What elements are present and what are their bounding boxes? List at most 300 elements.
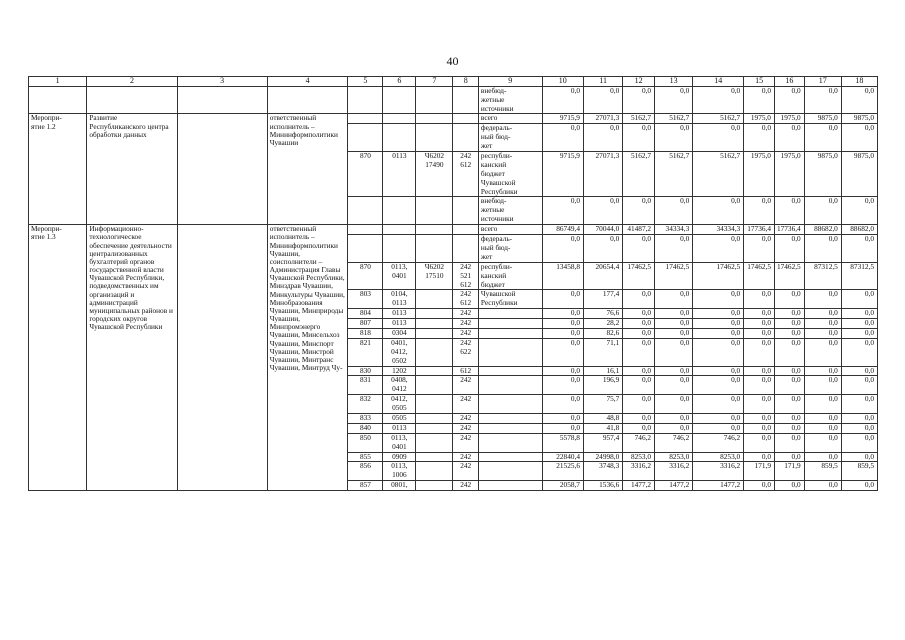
amount-cell: 0,0 xyxy=(841,452,877,462)
amount-cell: 0,0 xyxy=(623,423,655,433)
amount-cell: 0,0 xyxy=(774,481,804,491)
amount-cell: 0,0 xyxy=(841,481,877,491)
grbs-cell: 840 xyxy=(348,423,383,433)
amount-cell: 24998,0 xyxy=(583,452,622,462)
amount-cell: 746,2 xyxy=(693,433,744,452)
section-cell: 0909 xyxy=(383,452,416,462)
target-article-cell xyxy=(416,225,453,235)
amount-cell: 0,0 xyxy=(542,290,583,309)
amount-cell: 171,9 xyxy=(774,462,804,481)
funding-source-cell: внебюд- жетные источники xyxy=(478,86,542,114)
funding-source-cell: Чувашской Республики xyxy=(478,290,542,309)
amount-cell: 0,0 xyxy=(693,86,744,114)
executor-cell: ответственный исполнитель – Мининформполитики Чувашии xyxy=(267,114,348,225)
amount-cell: 0,0 xyxy=(583,235,622,263)
amount-cell: 17462,5 xyxy=(774,262,804,290)
amount-cell: 0,0 xyxy=(542,197,583,225)
amount-cell: 0,0 xyxy=(655,376,693,395)
amount-cell: 1975,0 xyxy=(774,152,804,197)
column-header: 11 xyxy=(583,77,622,87)
amount-cell: 16,1 xyxy=(583,366,622,376)
expense-type-cell: 242 521 612 xyxy=(453,262,478,290)
amount-cell: 0,0 xyxy=(693,319,744,329)
expense-type-cell: 242 xyxy=(453,395,478,414)
amount-cell: 17462,5 xyxy=(693,262,744,290)
amount-cell: 0,0 xyxy=(744,309,775,319)
amount-cell: 0,0 xyxy=(744,235,775,263)
amount-cell: 0,0 xyxy=(841,235,877,263)
table-row xyxy=(29,225,878,235)
amount-cell: 0,0 xyxy=(774,235,804,263)
amount-cell: 75,7 xyxy=(583,395,622,414)
target-article-cell xyxy=(416,124,453,152)
amount-cell: 0,0 xyxy=(804,328,841,338)
amount-cell: 0,0 xyxy=(623,413,655,423)
column-header: 7 xyxy=(416,77,453,87)
target-article-cell xyxy=(416,338,453,366)
amount-cell: 5162,7 xyxy=(693,152,744,197)
amount-cell: 41,8 xyxy=(583,423,622,433)
amount-cell: 0,0 xyxy=(841,423,877,433)
amount-cell: 0,0 xyxy=(804,197,841,225)
name-cell xyxy=(87,86,177,114)
amount-cell: 0,0 xyxy=(841,433,877,452)
amount-cell: 0,0 xyxy=(542,328,583,338)
grbs-cell xyxy=(348,235,383,263)
amount-cell: 0,0 xyxy=(655,86,693,114)
amount-cell: 0,0 xyxy=(542,338,583,366)
target-article-cell xyxy=(416,319,453,329)
expense-type-cell: 242 xyxy=(453,309,478,319)
funding-source-cell xyxy=(478,423,542,433)
expense-type-cell xyxy=(453,124,478,152)
column-header: 17 xyxy=(804,77,841,87)
amount-cell: 0,0 xyxy=(774,395,804,414)
amount-cell: 0,0 xyxy=(744,423,775,433)
section-cell: 0113 xyxy=(383,309,416,319)
target-article-cell xyxy=(416,366,453,376)
amount-cell: 9875,0 xyxy=(841,114,877,124)
amount-cell: 0,0 xyxy=(774,433,804,452)
amount-cell: 3316,2 xyxy=(693,462,744,481)
column-header: 4 xyxy=(267,77,348,87)
section-cell: 0408, 0412 xyxy=(383,376,416,395)
amount-cell: 0,0 xyxy=(744,86,775,114)
amount-cell: 0,0 xyxy=(623,319,655,329)
amount-cell: 1477,2 xyxy=(693,481,744,491)
amount-cell: 27071,3 xyxy=(583,114,622,124)
amount-cell: 0,0 xyxy=(655,366,693,376)
amount-cell: 0,0 xyxy=(623,338,655,366)
grbs-cell: 833 xyxy=(348,413,383,423)
amount-cell: 0,0 xyxy=(542,395,583,414)
target-article-cell xyxy=(416,235,453,263)
amount-cell: 0,0 xyxy=(841,395,877,414)
amount-cell: 28,2 xyxy=(583,319,622,329)
event-cell xyxy=(29,86,87,114)
amount-cell: 5162,7 xyxy=(655,114,693,124)
amount-cell: 0,0 xyxy=(623,328,655,338)
amount-cell: 0,0 xyxy=(542,366,583,376)
column-header: 18 xyxy=(841,77,877,87)
amount-cell: 9715,9 xyxy=(542,152,583,197)
funding-source-cell: всего xyxy=(478,114,542,124)
amount-cell: 957,4 xyxy=(583,433,622,452)
amount-cell: 0,0 xyxy=(623,235,655,263)
column-header: 5 xyxy=(348,77,383,87)
amount-cell: 0,0 xyxy=(693,290,744,309)
amount-cell: 859,5 xyxy=(804,462,841,481)
amount-cell: 0,0 xyxy=(841,197,877,225)
funding-source-cell xyxy=(478,433,542,452)
expense-type-cell: 242 622 xyxy=(453,338,478,366)
column-header: 13 xyxy=(655,77,693,87)
amount-cell: 88682,0 xyxy=(804,225,841,235)
amount-cell: 0,0 xyxy=(774,290,804,309)
amount-cell: 859,5 xyxy=(841,462,877,481)
grbs-cell: 831 xyxy=(348,376,383,395)
section-cell xyxy=(383,197,416,225)
amount-cell: 0,0 xyxy=(744,319,775,329)
table-row xyxy=(29,114,878,124)
amount-cell: 17462,5 xyxy=(623,262,655,290)
grbs-cell: 807 xyxy=(348,319,383,329)
section-cell: 0113 xyxy=(383,423,416,433)
amount-cell: 34334,3 xyxy=(655,225,693,235)
section-cell: 0401, 0412, 0502 xyxy=(383,338,416,366)
section-cell: 0113, 1006 xyxy=(383,462,416,481)
amount-cell: 0,0 xyxy=(693,423,744,433)
target-article-cell xyxy=(416,309,453,319)
grbs-cell: 821 xyxy=(348,338,383,366)
target-article-cell xyxy=(416,197,453,225)
amount-cell: 21525,6 xyxy=(542,462,583,481)
expense-type-cell: 242 xyxy=(453,481,478,491)
funding-source-cell xyxy=(478,319,542,329)
amount-cell: 0,0 xyxy=(744,433,775,452)
amount-cell: 0,0 xyxy=(655,197,693,225)
column-header: 3 xyxy=(177,77,267,87)
target-article-cell xyxy=(416,433,453,452)
amount-cell: 70044,0 xyxy=(583,225,622,235)
amount-cell: 0,0 xyxy=(693,124,744,152)
funding-source-cell: внебюд- жетные источники xyxy=(478,197,542,225)
section-cell xyxy=(383,225,416,235)
amount-cell: 0,0 xyxy=(744,290,775,309)
funding-source-cell: республи- канский бюджет xyxy=(478,262,542,290)
amount-cell: 0,0 xyxy=(774,86,804,114)
expense-type-cell: 242 xyxy=(453,376,478,395)
amount-cell: 88682,0 xyxy=(841,225,877,235)
amount-cell: 0,0 xyxy=(841,366,877,376)
table-row xyxy=(29,86,878,114)
amount-cell: 0,0 xyxy=(774,124,804,152)
expense-type-cell: 612 xyxy=(453,366,478,376)
expense-type-cell xyxy=(453,86,478,114)
target-article-cell xyxy=(416,395,453,414)
amount-cell: 0,0 xyxy=(804,366,841,376)
amount-cell: 86749,4 xyxy=(542,225,583,235)
amount-cell: 17462,5 xyxy=(655,262,693,290)
amount-cell: 1477,2 xyxy=(623,481,655,491)
funding-source-cell xyxy=(478,328,542,338)
amount-cell: 0,0 xyxy=(744,452,775,462)
amount-cell: 0,0 xyxy=(655,413,693,423)
amount-cell: 17736,4 xyxy=(744,225,775,235)
expense-type-cell: 242 612 xyxy=(453,152,478,197)
target-article-cell xyxy=(416,328,453,338)
section-cell: 0412, 0505 xyxy=(383,395,416,414)
amount-cell: 0,0 xyxy=(774,309,804,319)
amount-cell: 0,0 xyxy=(542,124,583,152)
amount-cell: 0,0 xyxy=(744,366,775,376)
section-cell: 0104, 0113 xyxy=(383,290,416,309)
funding-source-cell: всего xyxy=(478,225,542,235)
name-cell: Информационно-технологическое обеспечение деятельности централизованных бухгалтерий органов государственной власти Чувашской Республики, подведомственных им организаций и администраций муниципальных районов и городских округов Чувашской Республики xyxy=(87,225,177,491)
amount-cell: 9875,0 xyxy=(804,152,841,197)
amount-cell: 196,9 xyxy=(583,376,622,395)
amount-cell: 0,0 xyxy=(804,395,841,414)
amount-cell: 0,0 xyxy=(804,413,841,423)
column-header: 8 xyxy=(453,77,478,87)
amount-cell: 0,0 xyxy=(623,86,655,114)
funding-source-cell xyxy=(478,481,542,491)
amount-cell: 0,0 xyxy=(744,338,775,366)
column-header: 1 xyxy=(29,77,87,87)
amount-cell: 0,0 xyxy=(693,366,744,376)
grbs-cell: 855 xyxy=(348,452,383,462)
amount-cell: 0,0 xyxy=(623,197,655,225)
name-cell: Развитие Республиканского центра обработки данных xyxy=(87,114,177,225)
amount-cell: 0,0 xyxy=(841,328,877,338)
section-cell: 0113 xyxy=(383,152,416,197)
amount-cell: 87312,5 xyxy=(841,262,877,290)
amount-cell: 0,0 xyxy=(542,319,583,329)
target-article-cell xyxy=(416,462,453,481)
target-article-cell xyxy=(416,452,453,462)
amount-cell: 0,0 xyxy=(774,197,804,225)
grbs-cell xyxy=(348,225,383,235)
expense-type-cell xyxy=(453,235,478,263)
expense-type-cell: 242 xyxy=(453,433,478,452)
amount-cell: 9875,0 xyxy=(804,114,841,124)
section-cell: 1202 xyxy=(383,366,416,376)
grbs-cell: 870 xyxy=(348,152,383,197)
amount-cell: 0,0 xyxy=(583,86,622,114)
amount-cell: 0,0 xyxy=(804,481,841,491)
event-cell: Меропри- ятие 1.2 xyxy=(29,114,87,225)
amount-cell: 1975,0 xyxy=(744,114,775,124)
amount-cell: 8253,0 xyxy=(693,452,744,462)
amount-cell: 0,0 xyxy=(744,395,775,414)
amount-cell: 0,0 xyxy=(804,235,841,263)
amount-cell: 27071,3 xyxy=(583,152,622,197)
executor-cell xyxy=(267,86,348,114)
amount-cell: 0,0 xyxy=(804,452,841,462)
amount-cell: 0,0 xyxy=(841,376,877,395)
amount-cell: 76,6 xyxy=(583,309,622,319)
column-header: 16 xyxy=(774,77,804,87)
amount-cell: 0,0 xyxy=(623,395,655,414)
amount-cell: 8253,0 xyxy=(655,452,693,462)
section-cell: 0801, xyxy=(383,481,416,491)
amount-cell: 0,0 xyxy=(693,197,744,225)
expense-type-cell: 242 xyxy=(453,328,478,338)
grbs-cell: 804 xyxy=(348,309,383,319)
amount-cell: 0,0 xyxy=(623,366,655,376)
amount-cell: 0,0 xyxy=(744,376,775,395)
amount-cell: 0,0 xyxy=(841,124,877,152)
section-cell xyxy=(383,114,416,124)
funding-source-cell xyxy=(478,413,542,423)
target-article-cell: Ч6202 17490 xyxy=(416,152,453,197)
expense-type-cell: 242 xyxy=(453,319,478,329)
amount-cell: 3316,2 xyxy=(623,462,655,481)
funding-source-cell xyxy=(478,309,542,319)
column-header: 10 xyxy=(542,77,583,87)
expense-type-cell: 242 612 xyxy=(453,290,478,309)
amount-cell: 9715,9 xyxy=(542,114,583,124)
grbs-cell: 850 xyxy=(348,433,383,452)
amount-cell: 87312,5 xyxy=(804,262,841,290)
section-cell xyxy=(383,86,416,114)
grbs-cell: 818 xyxy=(348,328,383,338)
expense-type-cell xyxy=(453,197,478,225)
grbs-cell xyxy=(348,114,383,124)
event-cell: Меропри- ятие 1.3 xyxy=(29,225,87,491)
amount-cell: 0,0 xyxy=(655,319,693,329)
section-cell: 0304 xyxy=(383,328,416,338)
amount-cell: 0,0 xyxy=(693,338,744,366)
amount-cell: 746,2 xyxy=(655,433,693,452)
target-article-cell xyxy=(416,86,453,114)
amount-cell: 22840,4 xyxy=(542,452,583,462)
amount-cell: 0,0 xyxy=(774,328,804,338)
grbs-cell: 856 xyxy=(348,462,383,481)
grbs-cell xyxy=(348,124,383,152)
funding-source-cell: федераль- ный бюд- жет xyxy=(478,124,542,152)
amount-cell: 0,0 xyxy=(655,235,693,263)
amount-cell: 0,0 xyxy=(841,290,877,309)
amount-cell: 0,0 xyxy=(655,309,693,319)
amount-cell: 0,0 xyxy=(655,338,693,366)
budget-table xyxy=(28,76,878,491)
amount-cell: 0,0 xyxy=(623,290,655,309)
amount-cell: 0,0 xyxy=(774,319,804,329)
section-cell: 0113, 0401 xyxy=(383,433,416,452)
amount-cell: 0,0 xyxy=(542,423,583,433)
section-cell xyxy=(383,235,416,263)
amount-cell: 0,0 xyxy=(693,309,744,319)
amount-cell: 0,0 xyxy=(804,309,841,319)
amount-cell: 17462,5 xyxy=(744,262,775,290)
amount-cell: 0,0 xyxy=(841,338,877,366)
funding-source-cell: федераль- ный бюд- жет xyxy=(478,235,542,263)
expense-type-cell: 242 xyxy=(453,413,478,423)
amount-cell: 0,0 xyxy=(744,124,775,152)
amount-cell: 0,0 xyxy=(542,413,583,423)
target-article-cell xyxy=(416,481,453,491)
target-article-cell xyxy=(416,290,453,309)
executor-cell: ответственный исполнитель – Мининформполитики Чувашии, соисполнители – Администрация Главы Чувашской Республики, Минздрав Чувашии, Минкультуры Чувашии, Минобразования Чувашии, Минприроды Чувашии, Минпромэнерго Чувашии, Минсельхоз Чувашии, Минспорт Чувашии, Минстрой Чувашии, Минтранс Чувашии, Минтруд Чу- xyxy=(267,225,348,491)
amount-cell: 13458,8 xyxy=(542,262,583,290)
amount-cell: 0,0 xyxy=(804,86,841,114)
funding-source-cell xyxy=(478,366,542,376)
header-row xyxy=(29,77,878,87)
column-header: 12 xyxy=(623,77,655,87)
target-article-cell: Ч6202 17510 xyxy=(416,262,453,290)
amount-cell: 0,0 xyxy=(744,413,775,423)
amount-cell: 0,0 xyxy=(655,423,693,433)
amount-cell: 82,6 xyxy=(583,328,622,338)
amount-cell: 0,0 xyxy=(693,413,744,423)
amount-cell: 3316,2 xyxy=(655,462,693,481)
amount-cell: 0,0 xyxy=(744,328,775,338)
target-article-cell xyxy=(416,114,453,124)
amount-cell: 0,0 xyxy=(583,197,622,225)
amount-cell: 5162,7 xyxy=(655,152,693,197)
column-header: 15 xyxy=(744,77,775,87)
amount-cell: 0,0 xyxy=(804,338,841,366)
column-header: 14 xyxy=(693,77,744,87)
amount-cell: 34334,3 xyxy=(693,225,744,235)
amount-cell: 1975,0 xyxy=(744,152,775,197)
amount-cell: 48,8 xyxy=(583,413,622,423)
expense-type-cell: 242 xyxy=(453,423,478,433)
amount-cell: 0,0 xyxy=(623,309,655,319)
amount-cell: 0,0 xyxy=(774,366,804,376)
funding-source-cell xyxy=(478,338,542,366)
amount-cell: 41487,2 xyxy=(623,225,655,235)
amount-cell: 0,0 xyxy=(693,376,744,395)
amount-cell: 0,0 xyxy=(655,290,693,309)
amount-cell: 0,0 xyxy=(774,452,804,462)
empty-cell xyxy=(177,225,267,491)
target-article-cell xyxy=(416,413,453,423)
amount-cell: 171,9 xyxy=(744,462,775,481)
amount-cell: 0,0 xyxy=(804,433,841,452)
amount-cell: 71,1 xyxy=(583,338,622,366)
amount-cell: 0,0 xyxy=(804,423,841,433)
page-number: 40 xyxy=(446,54,459,68)
amount-cell: 0,0 xyxy=(623,376,655,395)
amount-cell: 0,0 xyxy=(774,413,804,423)
amount-cell: 0,0 xyxy=(804,319,841,329)
amount-cell: 8253,0 xyxy=(623,452,655,462)
amount-cell: 0,0 xyxy=(804,124,841,152)
amount-cell: 177,4 xyxy=(583,290,622,309)
grbs-cell: 832 xyxy=(348,395,383,414)
amount-cell: 0,0 xyxy=(542,376,583,395)
amount-cell: 0,0 xyxy=(655,124,693,152)
funding-source-cell: республи- канский бюджет Чувашской Республики xyxy=(478,152,542,197)
amount-cell: 0,0 xyxy=(693,235,744,263)
amount-cell: 0,0 xyxy=(623,124,655,152)
grbs-cell: 857 xyxy=(348,481,383,491)
expense-type-cell xyxy=(453,225,478,235)
amount-cell: 0,0 xyxy=(804,290,841,309)
amount-cell: 0,0 xyxy=(841,86,877,114)
amount-cell: 5578,8 xyxy=(542,433,583,452)
grbs-cell: 870 xyxy=(348,262,383,290)
amount-cell: 9875,0 xyxy=(841,152,877,197)
amount-cell: 0,0 xyxy=(774,423,804,433)
target-article-cell xyxy=(416,423,453,433)
section-cell: 0505 xyxy=(383,413,416,423)
expense-type-cell: 242 xyxy=(453,462,478,481)
amount-cell: 5162,7 xyxy=(693,114,744,124)
amount-cell: 0,0 xyxy=(583,124,622,152)
